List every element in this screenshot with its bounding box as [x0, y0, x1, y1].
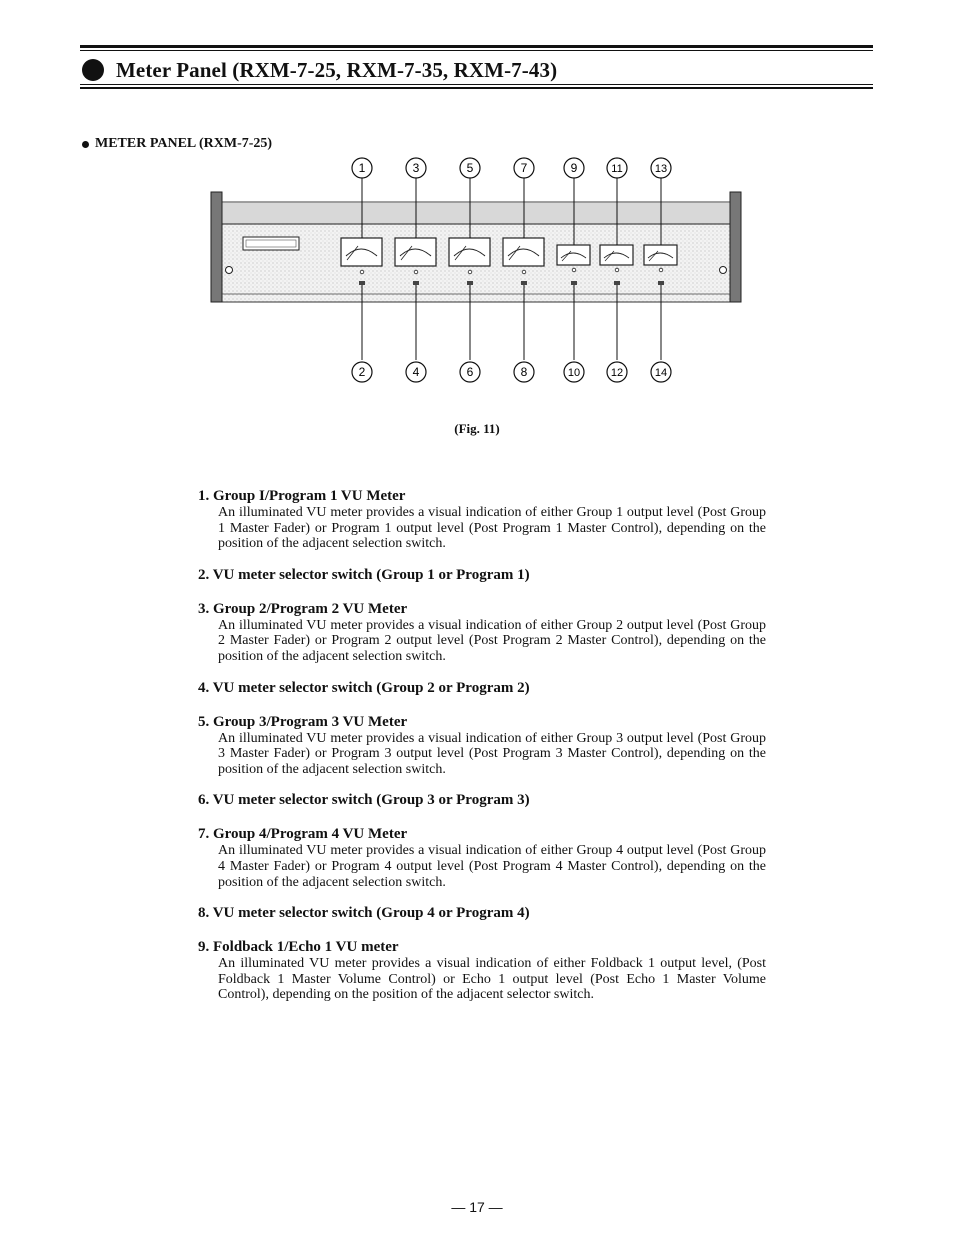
right-end-cap — [730, 192, 741, 302]
item-body: An illuminated VU meter provides a visual indication of either Group 4 output level (Post Group 4 Master Fader) or Program 4 output level (Post Program 4 Master Control), depending on the position of the adjacent selection switch. — [218, 843, 766, 890]
callout-11: 11 — [611, 163, 623, 175]
list-item — [198, 600, 766, 665]
title-bar — [82, 56, 557, 84]
meter-panel-figure — [200, 150, 760, 390]
vu-meter-6 — [600, 245, 633, 265]
callout-8: 8 — [520, 365, 528, 379]
vu-meter-5 — [557, 245, 590, 265]
callout-6: 6 — [466, 365, 474, 379]
item-body: An illuminated VU meter provides a visual indication of either Foldback 1 output level, (Post Foldback 1 Master Volume Control) or Echo 1 output level (Post Echo 1 Master Volume Control), depending on the position of the adjacent selector switch. — [218, 956, 766, 1003]
right-screw-icon — [720, 267, 727, 274]
item-list — [198, 487, 766, 1017]
callout-9: 9 — [570, 161, 578, 175]
item-title: 9. Foldback 1/Echo 1 VU meter — [198, 939, 399, 956]
item-title: 4. VU meter selector switch (Group 2 or Program 2) — [198, 679, 530, 696]
callout-1: 1 — [358, 161, 366, 175]
title-bullet-icon — [82, 59, 104, 81]
callout-7: 7 — [520, 161, 528, 175]
callout-4: 4 — [412, 365, 420, 379]
item-body: An illuminated VU meter provides a visual indication of either Group 2 output level (Post Group 2 Master Fader) or Program 2 output level (Post Program 2 Master Control), depending on the position of the adjacent selection switch. — [218, 617, 766, 664]
top-rule-thin — [80, 50, 873, 51]
callout-13: 13 — [654, 163, 668, 175]
item-body: An illuminated VU meter provides a visual indication of either Group 3 output level (Post Group 3 Master Fader) or Program 3 output level (Post Program 3 Master Control), depending on the position of the adjacent selection switch. — [218, 730, 766, 777]
item-title: 6. VU meter selector switch (Group 3 or Program 3) — [198, 792, 530, 809]
left-end-cap — [211, 192, 222, 302]
callout-10: 10 — [567, 367, 581, 379]
callout-3: 3 — [412, 161, 420, 175]
vu-meter-3 — [449, 238, 490, 266]
subheading-bullet-icon — [82, 141, 89, 148]
vu-meter-4 — [503, 238, 544, 266]
callout-5: 5 — [466, 161, 474, 175]
subheading-text: METER PANEL (RXM-7-25) — [95, 136, 273, 151]
vu-meter-1 — [341, 238, 382, 266]
list-item — [198, 825, 766, 890]
list-item — [198, 904, 766, 922]
callout-14: 14 — [654, 367, 668, 379]
title-underline-thin — [80, 84, 873, 85]
page-number: — 17 — — [451, 1199, 503, 1215]
list-item — [198, 713, 766, 778]
callout-12: 12 — [610, 367, 624, 379]
panel-top-strip — [222, 202, 730, 224]
left-screw-icon — [226, 267, 233, 274]
item-title: 3. Group 2/Program 2 VU Meter — [198, 600, 408, 617]
list-item — [198, 679, 766, 697]
item-title: 5. Group 3/Program 3 VU Meter — [198, 713, 408, 730]
label-plate — [243, 237, 299, 250]
item-title: 1. Group I/Program 1 VU Meter — [198, 488, 406, 504]
item-title: 2. VU meter selector switch (Group 1 or Program 1) — [198, 566, 530, 583]
list-item — [198, 487, 766, 552]
item-body: An illuminated VU meter provides a visual indication of either Group 1 output level (Post Group 1 Master Fader) or Program 1 output level (Post Program 1 Master Control), depending on the position of the adjacent selection switch. — [218, 505, 766, 552]
vu-meter-2 — [395, 238, 436, 266]
list-item — [198, 938, 766, 1003]
callout-2: 2 — [358, 365, 366, 379]
list-item — [198, 566, 766, 584]
item-title: 8. VU meter selector switch (Group 4 or Program 4) — [198, 905, 530, 922]
list-item — [198, 791, 766, 809]
vu-meter-7 — [644, 245, 677, 265]
item-title: 7. Group 4/Program 4 VU Meter — [198, 826, 408, 843]
top-rule-thick — [80, 45, 873, 48]
page-title: Meter Panel (RXM-7-25, RXM-7-35, RXM-7-43) — [116, 57, 558, 82]
title-underline-thick — [80, 87, 873, 89]
figure-caption: (Fig. 11) — [454, 421, 500, 436]
